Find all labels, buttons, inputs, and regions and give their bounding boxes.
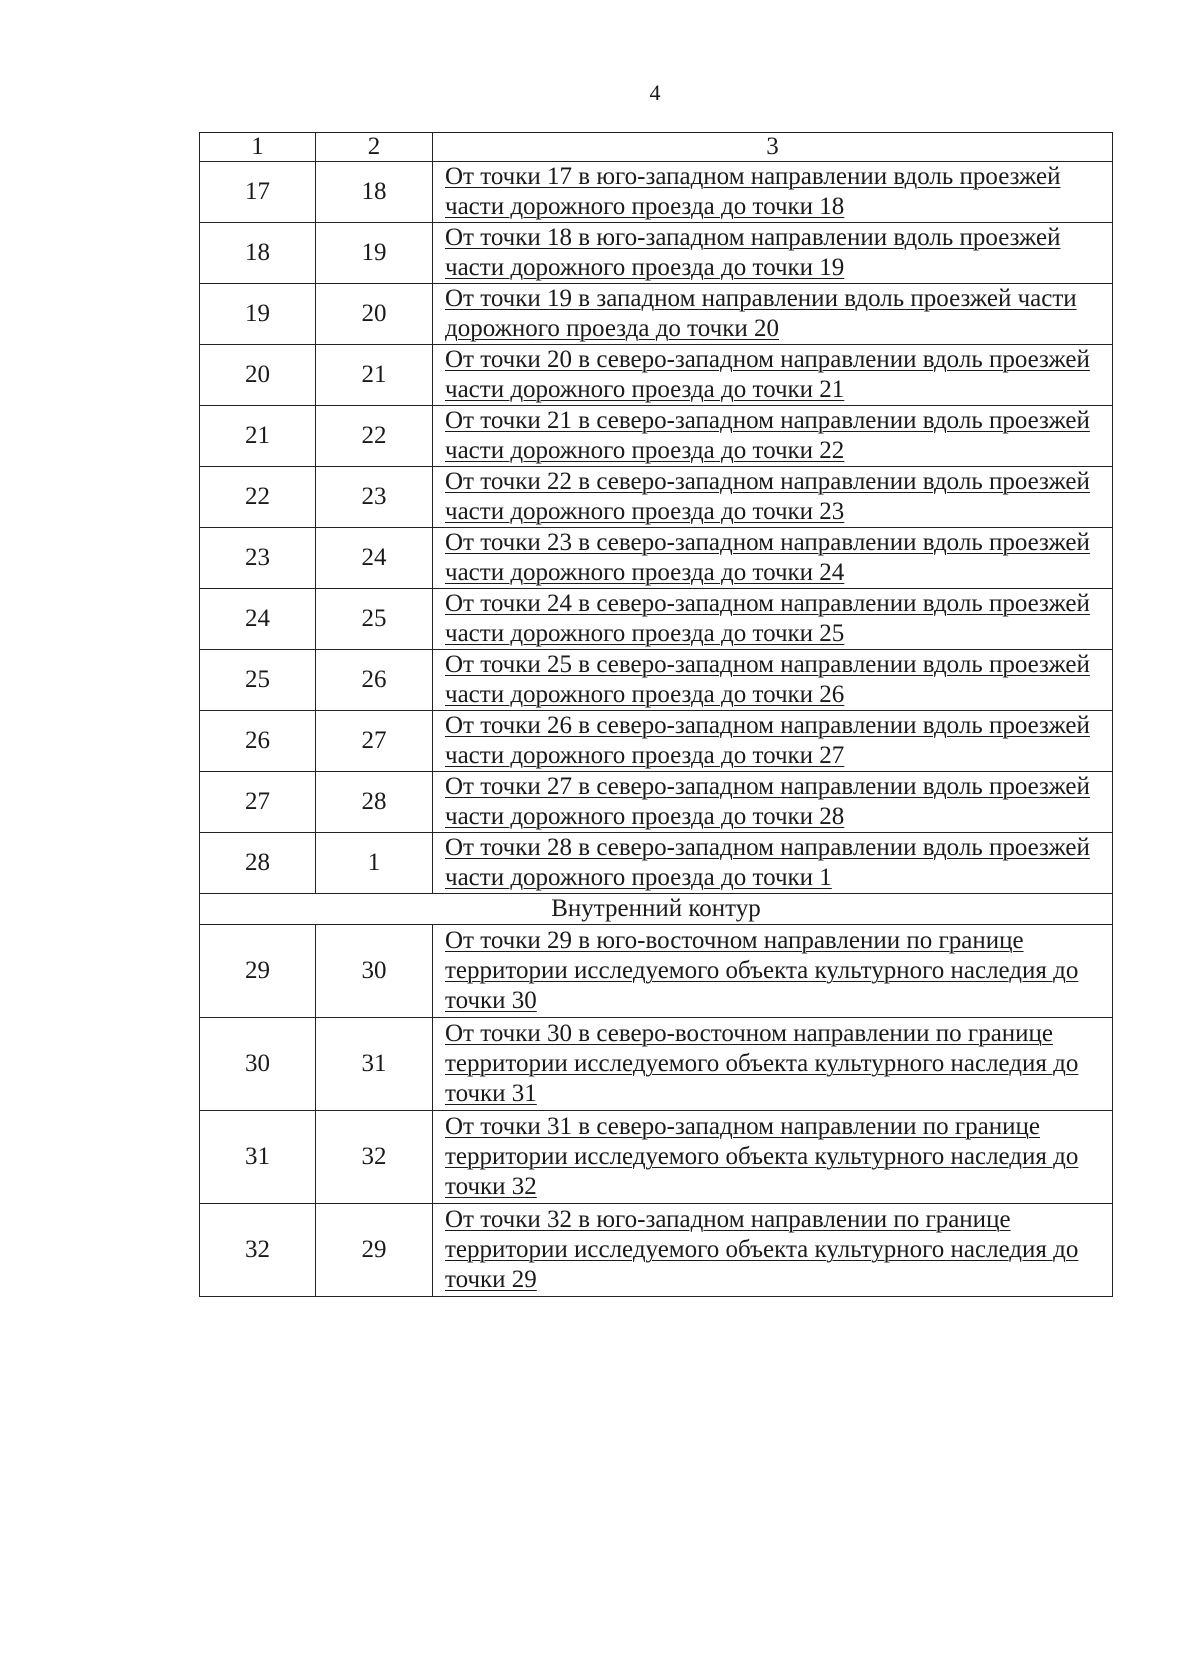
boundary-description: От точки 21 в северо-западном направлении вдоль проезжей части дорожного проезда до точки 22: [433, 406, 1113, 467]
boundary-description: От точки 22 в северо-западном направлении вдоль проезжей части дорожного проезда до точки 23: [433, 467, 1113, 528]
from-point: 26: [200, 711, 316, 772]
table-row: [200, 1111, 1113, 1204]
from-point: 28: [200, 833, 316, 894]
to-point: 31: [316, 1018, 433, 1111]
from-point: 24: [200, 589, 316, 650]
column-header-3: 3: [433, 133, 1113, 162]
from-point: 29: [200, 925, 316, 1018]
boundary-description: От точки 32 в юго-западном направлении по границе территории исследуемого объекта культурного наследия до точки 29: [433, 1204, 1113, 1297]
to-point: 25: [316, 589, 433, 650]
boundary-description: От точки 24 в северо-западном направлении вдоль проезжей части дорожного проезда до точки 25: [433, 589, 1113, 650]
table-row: [200, 406, 1113, 467]
table-row: [200, 833, 1113, 894]
to-point: 18: [316, 162, 433, 223]
table-row: [200, 223, 1113, 284]
column-header-1: 1: [200, 133, 316, 162]
section-row: [200, 894, 1113, 925]
table-row: [200, 528, 1113, 589]
boundary-description: От точки 20 в северо-западном направлении вдоль проезжей части дорожного проезда до точки 21: [433, 345, 1113, 406]
boundary-description: От точки 31 в северо-западном направлении по границе территории исследуемого объекта культурного наследия до точки 32: [433, 1111, 1113, 1204]
table-row: [200, 711, 1113, 772]
boundary-table: [199, 132, 1113, 1297]
to-point: 22: [316, 406, 433, 467]
from-point: 31: [200, 1111, 316, 1204]
boundary-description: От точки 19 в западном направлении вдоль проезжей части дорожного проезда до точки 20: [433, 284, 1113, 345]
boundary-description: От точки 26 в северо-западном направлении вдоль проезжей части дорожного проезда до точки 27: [433, 711, 1113, 772]
table-row: [200, 284, 1113, 345]
to-point: 24: [316, 528, 433, 589]
boundary-description: От точки 23 в северо-западном направлении вдоль проезжей части дорожного проезда до точки 24: [433, 528, 1113, 589]
table-row: [200, 162, 1113, 223]
from-point: 17: [200, 162, 316, 223]
to-point: 27: [316, 711, 433, 772]
from-point: 19: [200, 284, 316, 345]
from-point: 20: [200, 345, 316, 406]
table-row: [200, 925, 1113, 1018]
table-row: [200, 589, 1113, 650]
boundary-description: От точки 29 в юго-восточном направлении по границе территории исследуемого объекта культурного наследия до точки 30: [433, 925, 1113, 1018]
column-header-2: 2: [316, 133, 433, 162]
from-point: 30: [200, 1018, 316, 1111]
table-row: [200, 467, 1113, 528]
from-point: 25: [200, 650, 316, 711]
table-row: [200, 345, 1113, 406]
boundary-description: От точки 30 в северо-восточном направлении по границе территории исследуемого объекта культурного наследия до точки 31: [433, 1018, 1113, 1111]
boundary-description: От точки 28 в северо-западном направлении вдоль проезжей части дорожного проезда до точки 1: [433, 833, 1113, 894]
boundary-description: От точки 18 в юго-западном направлении вдоль проезжей части дорожного проезда до точки 19: [433, 223, 1113, 284]
to-point: 23: [316, 467, 433, 528]
to-point: 1: [316, 833, 433, 894]
to-point: 21: [316, 345, 433, 406]
to-point: 32: [316, 1111, 433, 1204]
from-point: 23: [200, 528, 316, 589]
table-row: [200, 650, 1113, 711]
table-row: [200, 772, 1113, 833]
to-point: 20: [316, 284, 433, 345]
boundary-description: От точки 27 в северо-западном направлении вдоль проезжей части дорожного проезда до точки 28: [433, 772, 1113, 833]
section-title: Внутренний контур: [200, 894, 1113, 925]
to-point: 19: [316, 223, 433, 284]
boundary-description: От точки 25 в северо-западном направлении вдоль проезжей части дорожного проезда до точки 26: [433, 650, 1113, 711]
from-point: 27: [200, 772, 316, 833]
to-point: 29: [316, 1204, 433, 1297]
table-row: [200, 1018, 1113, 1111]
from-point: 32: [200, 1204, 316, 1297]
from-point: 18: [200, 223, 316, 284]
to-point: 28: [316, 772, 433, 833]
from-point: 21: [200, 406, 316, 467]
boundary-description: От точки 17 в юго-западном направлении вдоль проезжей части дорожного проезда до точки 18: [433, 162, 1113, 223]
page-number: 4: [649, 80, 661, 105]
to-point: 26: [316, 650, 433, 711]
table-header-row: [200, 133, 1113, 162]
table-row: [200, 1204, 1113, 1297]
from-point: 22: [200, 467, 316, 528]
to-point: 30: [316, 925, 433, 1018]
